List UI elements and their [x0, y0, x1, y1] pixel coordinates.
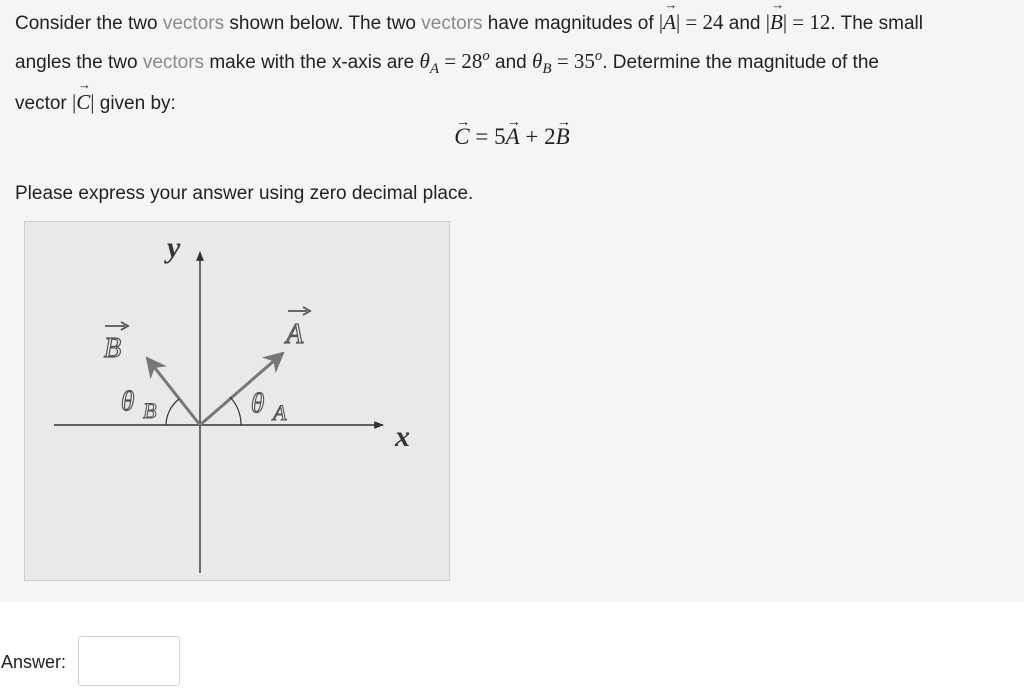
question-line-1: [15, 6, 1010, 40]
answer-label: Answer:: [1, 652, 67, 672]
question-text: . The small: [830, 13, 923, 34]
equation-part: + 2: [519, 124, 556, 149]
angle-b-theta: θ: [121, 386, 135, 416]
question-text: have magnitudes of: [482, 13, 659, 34]
theta-b-subscript: B: [542, 60, 552, 77]
y-axis-label: y: [167, 231, 181, 264]
angle-a-theta: θ: [251, 388, 265, 418]
glossary-term-vectors[interactable]: vectors: [142, 52, 205, 74]
question-text: make with the x-axis are: [204, 52, 420, 74]
theta-b-value: = 35: [551, 49, 595, 74]
vector-a-label-group: [284, 307, 310, 350]
vector-b-symbol: → B: [770, 6, 783, 39]
question-text: shown below. The two: [224, 13, 422, 34]
vector-a-symbol: → A: [506, 124, 520, 150]
degree-mark: o: [482, 48, 490, 64]
question-text: and: [489, 52, 532, 74]
degree-mark: o: [594, 48, 603, 64]
answer-instruction: Please express your answer using zero decimal place.: [15, 183, 474, 204]
angle-b-label: [121, 386, 156, 423]
vector-a-symbol: → A: [663, 6, 676, 39]
glossary-term-vectors[interactable]: vectors: [162, 13, 225, 34]
vector-a-label: A: [286, 319, 304, 350]
angle-a-subscript: A: [273, 400, 287, 425]
magnitude-c-expression: |→ C|: [72, 90, 94, 114]
question-line-2: [15, 40, 1010, 86]
magnitude-b-expression: |→ B| = 12: [766, 10, 831, 34]
answer-input[interactable]: [78, 636, 180, 686]
angle-a-label: [251, 388, 287, 425]
question-text: and: [723, 13, 766, 34]
question-text: Consider the two: [15, 13, 163, 34]
vector-b-label: B: [104, 333, 122, 364]
vector-diagram: [24, 221, 450, 581]
vector-equation: [0, 124, 1024, 150]
vector-a-arrow: [200, 353, 283, 425]
equation-part: = 5: [469, 124, 506, 149]
magnitude-b-value: = 12: [787, 10, 831, 34]
theta-a-value: = 28: [439, 49, 483, 74]
theta-symbol: θ: [419, 49, 430, 74]
angle-a-arc: [230, 397, 241, 425]
glossary-term-vectors[interactable]: vectors: [421, 13, 483, 34]
question-text: angles the two: [15, 52, 143, 74]
angle-b-arc: [166, 399, 179, 425]
theta-b-expression: [532, 48, 603, 77]
magnitude-a-expression: |→ A| = 24: [659, 10, 724, 34]
question-text: given by:: [94, 92, 176, 114]
vector-c-symbol: → C: [454, 124, 469, 150]
theta-symbol: θ: [532, 49, 543, 74]
angle-b-subscript: B: [143, 398, 157, 423]
theta-a-expression: [419, 48, 490, 77]
x-axis-label: x: [395, 420, 410, 453]
theta-a-subscript: A: [429, 60, 440, 77]
vector-diagram-svg: [25, 222, 449, 580]
vector-c-symbol: → C: [76, 86, 90, 119]
magnitude-a-value: = 24: [680, 10, 724, 34]
question-text: vector: [15, 92, 73, 114]
vector-b-label-group: [104, 322, 128, 364]
vector-b-symbol: → B: [556, 124, 570, 150]
question-text: . Determine the magnitude of the: [602, 52, 879, 74]
